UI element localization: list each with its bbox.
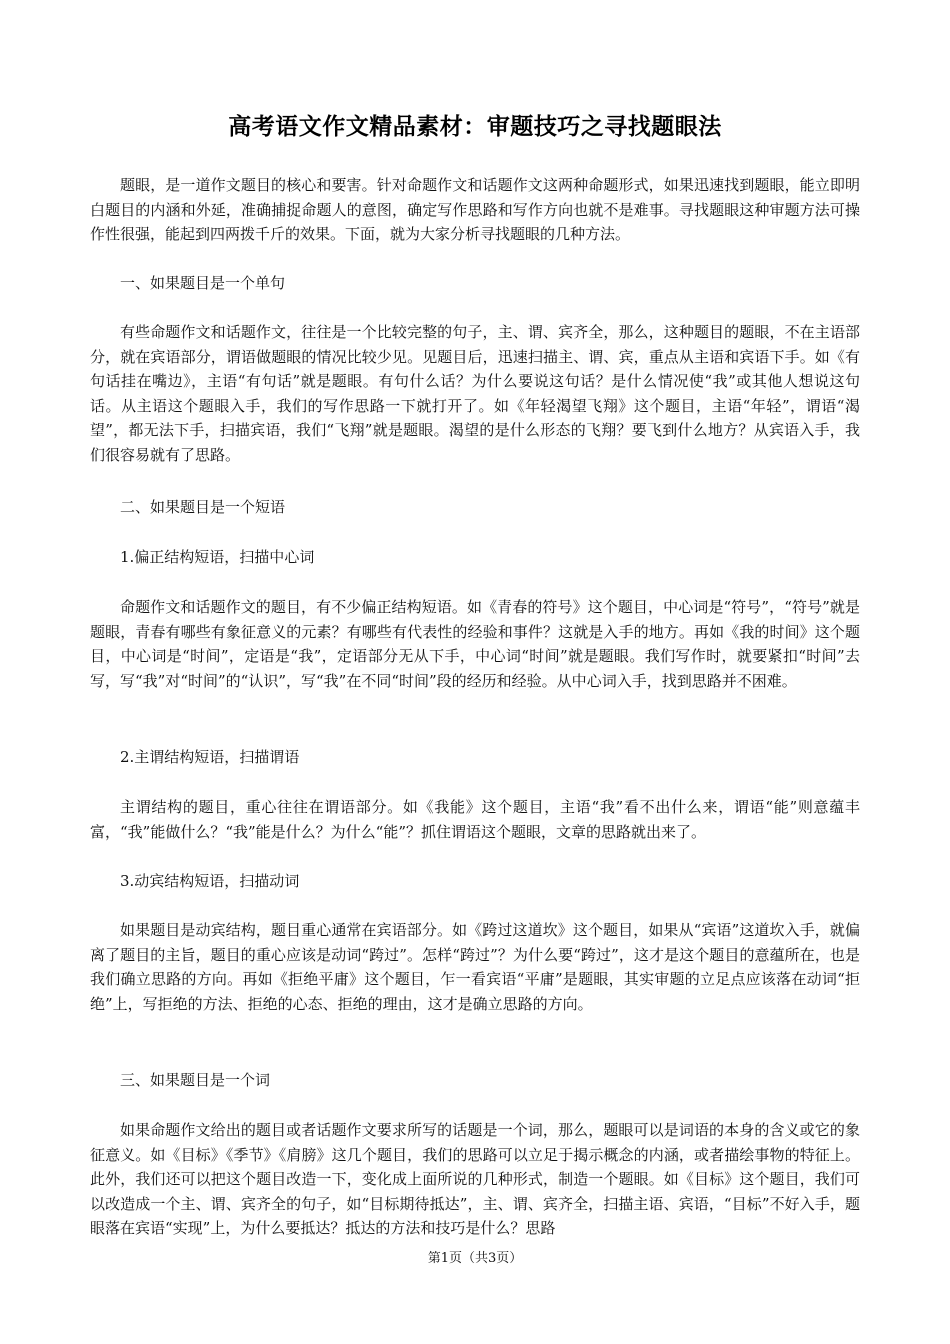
section-heading-3: 三、如果题目是一个词: [120, 1071, 271, 1089]
paragraph-verb-object: 如果题目是动宾结构，题目重心通常在宾语部分。如《跨过这道坎》这个题目，如果从“宾语”这道坎入手，就偏离了题目的主旨，题目的重心应该是动词“跨过”。怎样“跨过”？为什么要“跨过”，这才是这个题目的意蕴所在，也是我们确立思路的方向。再如《拒绝平庸》这个题目，乍一看宾语“平庸”是题眼，其实审题的立足点应该落在动词“拒绝”上，写拒绝的方法、拒绝的心态、拒绝的理由，这才是确立思路的方向。: [90, 921, 860, 1013]
section-heading-1: 一、如果题目是一个单句: [120, 274, 286, 292]
paragraph-subject-predicate: 主谓结构的题目，重心往往在谓语部分。如《我能》这个题目，主语“我”看不出什么来，谓语“能”则意蕴丰富，“我”能做什么？“我”能是什么？为什么“能”？抓住谓语这个题眼，文章的思路就出来了。: [90, 798, 860, 841]
paragraph-single-word: 如果命题作文给出的题目或者话题作文要求所写的话题是一个词，那么，题眼可以是词语的本身的含义或它的象征意义。如《目标》《季节》《肩膀》这几个题目，我们的思路可以立足于揭示概念的内涵，或者描绘事物的特征上。此外，我们还可以把这个题目改造一下，变化成上面所说的几种形式，制造一个题眼。如《目标》这个题目，我们可以改造成一个主、谓、宾齐全的句子，如“目标期待抵达”，主、谓、宾齐全，扫描主语、宾语，“目标”不好入手，题眼落在宾语“实现”上，为什么要抵达？抵达的方法和技巧是什么？思路: [90, 1121, 860, 1237]
paragraph-modifier-phrase: 命题作文和话题作文的题目，有不少偏正结构短语。如《青春的符号》这个题目，中心词是“符号”，“符号”就是题眼，青春有哪些有象征意义的元素？有哪些有代表性的经验和事件？这就是入手的地方。再如《我的时间》这个题目，中心词是“时间”，定语是“我”，定语部分无从下手，中心词“时间”就是题眼。我们写作时，就要紧扣“时间”去写，写“我”对“时间”的“认识”，写“我”在不同“时间”段的经历和经验。从中心词入手，找到思路并不困难。: [90, 598, 860, 690]
paragraph-single-sentence: 有些命题作文和话题作文，往往是一个比较完整的句子，主、谓、宾齐全，那么，这种题目的题眼，不在主语部分，就在宾语部分，谓语做题眼的情况比较少见。见题目后，迅速扫描主、谓、宾，重点从主语和宾语下手。如《有句话挂在嘴边》，主语“有句话”就是题眼。有句什么话？为什么要说这句话？是什么情况使“我”或其他人想说这句话。从主语这个题眼入手，我们的写作思路一下就打开了。如《年轻渴望飞翔》这个题目，主语“年轻”，谓语“渴望”，都无法下手，扫描宾语，我们“飞翔”就是题眼。渴望的是什么形态的飞翔？要飞到什么地方？从宾语入手，我们很容易就有了思路。: [90, 323, 860, 464]
subsection-heading-2-3: 3.动宾结构短语，扫描动词: [120, 872, 300, 890]
subsection-heading-2-2: 2.主谓结构短语，扫描谓语: [120, 748, 300, 766]
page-footer: 第1页（共3页）: [427, 1251, 523, 1266]
subsection-heading-2-1: 1.偏正结构短语，扫描中心词: [120, 548, 315, 566]
section-heading-2: 二、如果题目是一个短语: [120, 498, 286, 516]
paragraph-intro: 题眼，是一道作文题目的核心和要害。针对命题作文和话题作文这两种命题形式，如果迅速找到题眼，能立即明白题目的内涵和外延，准确捕捉命题人的意图，确定写作思路和写作方向也就不是难事。寻找题眼这种审题方法可操作性很强，能起到四两拨千斤的效果。下面，就为大家分析寻找题眼的几种方法。: [90, 176, 860, 243]
document-title: 高考语文作文精品素材：审题技巧之寻找题眼法: [228, 113, 722, 140]
